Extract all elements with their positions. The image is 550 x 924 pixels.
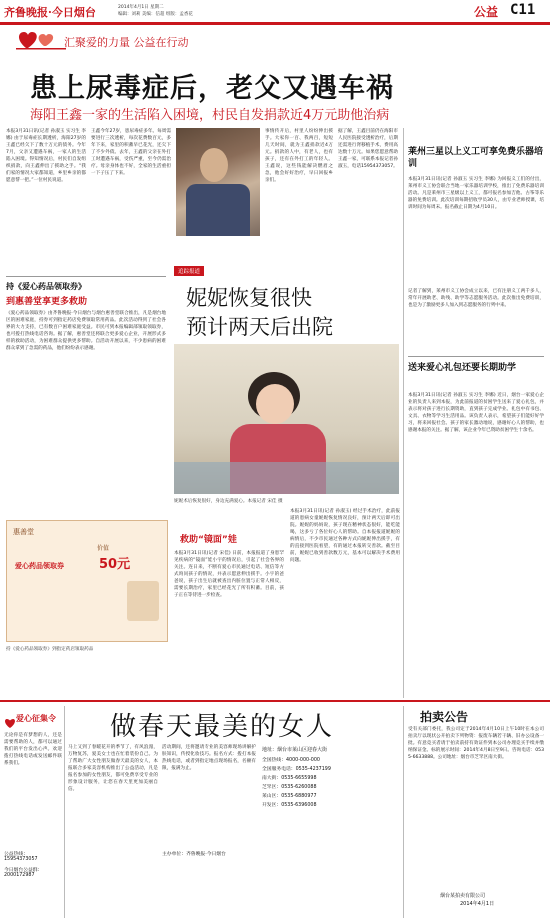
lead-headline: 患上尿毒症后，老父又遇车祸 bbox=[30, 73, 394, 104]
hotline1: 15954373057 bbox=[4, 857, 38, 862]
hotline2: 2000172987 bbox=[4, 873, 35, 878]
second-headline-line2: 预计两天后出院 bbox=[186, 315, 333, 339]
second-photo bbox=[174, 344, 399, 494]
coupon-caption: 持《爱心药品领取券》到指定药店领取药品 bbox=[6, 647, 94, 652]
org-name: 齐鲁晚报·今日烟台 bbox=[186, 852, 226, 857]
auction-date: 2014年4月1日 bbox=[460, 901, 495, 907]
coupon-value-label: 价值 bbox=[97, 545, 110, 552]
auction-title: 拍卖公告 bbox=[420, 710, 469, 724]
coupon-value: 50元 bbox=[99, 557, 131, 572]
coupon-card bbox=[6, 520, 168, 642]
love-column-title: 爱心征集令 bbox=[16, 714, 56, 723]
right-story1-text2: 记者了解到，莱州市义工协会成立以来，已有注册义工两千多人，常年开展助老、助残、助学等志愿服务活动。此次推出免费培训，也是为了激励更多人加入到志愿服务的行列中来。 bbox=[408, 289, 544, 308]
sidebar-kicker: 持《爱心药品领取券》 bbox=[6, 282, 86, 291]
second-headline-line1: 妮妮恢复很快 bbox=[186, 286, 312, 310]
bottom-rule bbox=[0, 700, 550, 702]
info-line: 南大街：0535-6655998 bbox=[262, 776, 317, 781]
header-rule bbox=[0, 22, 550, 25]
love-heart-icon bbox=[4, 714, 16, 726]
hotline-label: 公益热线： bbox=[4, 852, 28, 857]
org-label: 主办单位： bbox=[162, 852, 186, 857]
info-line: 全国服务电话：0535-4237199 bbox=[262, 767, 331, 772]
third-text: 本报3月31日讯(记者 宋佳) 日前，本报报道了身患罕见疾病的“镜面”娃小宇的情况后，引起了社会各界的关注。连日来，不断有爱心市民通过电话、短信等方式询问孩子的情况，并表示愿意伸出援手。小宇的爸爸说，孩子出生后就被查出内脏位置与正常人相反，需要长期治疗，家里已经花光了所有积蓄。目前，孩子正在等待进一步检查。 bbox=[174, 551, 284, 598]
info-line: 开发区：0535-6396008 bbox=[262, 803, 317, 808]
love-column bbox=[4, 706, 62, 918]
love-column-text: 无论你是有梦想的人，还是需要帮助的人，都可以通过我们的平台发出心声。欢迎拨打热线电话或发送邮件联系我们。 bbox=[4, 733, 62, 766]
second-text: 本报3月31日讯(记者 孙淑玉) 经过手术治疗，此前报道的患病女童妮妮恢复情况良好，预计两天后即可出院。妮妮的妈妈说，孩子现在精神状态很好，能吃能喝，这多亏了各位好心人的帮助。自本报报道妮妮的病情后，不少市民通过各种方式向妮妮伸出援手，有的直接到医院看望，有的通过本报转交善款。截至目前，妮妮已收到善款数万元，基本可以解决手术费用问题。 bbox=[290, 509, 400, 563]
third-headline: 救助“镜面”娃 bbox=[180, 535, 237, 545]
bottom-info-list bbox=[262, 756, 400, 810]
page-number: C11 bbox=[510, 2, 536, 18]
info-line: 莱山区：0535-6880977 bbox=[262, 794, 317, 799]
sidebar-text: 《爱心药品领取券》由齐鲁晚报·今日烟台与烟台惠善堂联合推出，凡是烟台地区的困难家庭，持券可到指定药店免费领取常用药品。此次活动得到了社会各界的大力支持，已有数百户困难家庭受益。市民可到本报编辑部领取领取券，也可拨打热线电话咨询。据了解，惠善堂还将联合更多爱心企业，开展形式多样的救助活动，为困难群众提供更多帮助。自活动开展以来，不少患病的困难群众拿到了急需的药品，他们纷纷表示感谢。 bbox=[6, 311, 166, 351]
second-photo-caption: 妮妮术后恢复很好，身边充满爱心。本报记者 宋佳 摄 bbox=[174, 499, 283, 504]
info-line: 全国热线：4000-000-000 bbox=[262, 758, 320, 763]
section-name: 公益 bbox=[474, 5, 499, 19]
qq-label: 今日烟台公益群： bbox=[4, 868, 43, 873]
coupon-label: 爱心药品领取券 bbox=[15, 562, 64, 570]
sidebar-headline: 到惠善堂享更多救助 bbox=[6, 297, 88, 307]
lead-text-col1: 本报3月31日讯(记者 孙淑玉 实习生 李娜) 由于尿毒症长期透析，海阳27岁的王鑫已经欠下了数十万元的债务。今年7月，父亲又遭遇车祸，一家人的生活陷入困境。得知情况后，村民们自发组织捐款，向王鑫伸出了援助之手。“我们家的情况大家都知道，乡里乡亲的都愿意帮一把。”一位村民说道。 bbox=[6, 129, 86, 183]
info-line: 芝罘区：0535-6260088 bbox=[262, 785, 317, 790]
header-date: 2014年4月1日 星期二 bbox=[118, 5, 164, 10]
brand-logo: 齐鲁晚报·今日烟台 bbox=[4, 6, 96, 19]
right-story2-headline: 送来爱心礼包还要长期助学 bbox=[408, 363, 517, 373]
auction-text: 受有关部门委托，我公司定于2014年4月10日上午10时在本公司拍卖厅以现状公开拍卖下列物资：报废车辆若干辆、旧办公设备一批。有意竞买者请于拍卖前持有效证件到本公司办理竞买手续并缴纳保证金。标的展示时间：2014年4月8日至9日。咨询电话：0535-6633888。公司地址：烟台市芝罘区南大街。 bbox=[408, 727, 544, 760]
hearts-icon bbox=[16, 28, 66, 50]
coupon-title: 惠善堂 bbox=[13, 528, 34, 536]
auction-sign: 烟台某拍卖有限公司 bbox=[440, 893, 486, 899]
second-kicker: 追踪报道 bbox=[174, 266, 204, 276]
right-story1-text: 本报3月31日讯(记者 孙淑玉 实习生 李娜) 为回报义工们的付出，莱州市义工协会联合当地一家乐器培训学校，推出了免费乐器培训活动。凡是莱州市三星级以上义工，都可报名参加吉他、古筝等乐器的免费培训。此次培训每期招收学员30人，由专业老师授课，培训时间为每周末。报名截止日期为4月10日。 bbox=[408, 177, 544, 210]
bottom-headline: 做春天最美的女人 bbox=[110, 712, 335, 742]
right-story1-headline: 莱州三星以上义工可享免费乐器培训 bbox=[408, 147, 544, 169]
bottom-address: 地址：烟台市莱山区迎春大街 bbox=[262, 747, 328, 753]
banner-slogan: 汇聚爱的力量 公益在行动 bbox=[64, 36, 189, 49]
lead-subheadline: 海阳王鑫一家的生活陷入困境，村民自发捐款近4万元助他治病 bbox=[30, 108, 390, 123]
lead-text-col2: 王鑫今年27岁，患尿毒症多年。每周需要进行三次透析，每次花费数百元，多年下来，家里的积蓄早已花光，还欠下了不少外债。去年，王鑫的父亲在外打工时遭遇车祸，受伤严重，至今仍需治疗。母亲身体也不好，全家的生活重担一下子压了下来。 bbox=[91, 129, 171, 176]
bottom-text1: 马上又到了春暖花开的季节了，有风浪漫，万物复苏，爱美女士也在忙着装扮自己。为了帮助广大女性朋友做春天最美的女人，本报联合多家美容机构推出了公益活动，凡是报名参加的女性朋友，都可免费享受专业的形象设计服务，让您在春天里更加美丽自信。 bbox=[68, 745, 158, 792]
right-story2-text: 本报3月31日讯(记者 孙淑玉 实习生 李娜) 近日，烟台一家爱心企业的负责人来到本报，为此前报道的贫困学生送来了爱心礼包，并表示将对孩子进行长期资助，直到孩子完成学业。礼包中有书包、文具、衣物等学习生活用品。该负责人表示，希望孩子们能好好学习，将来回报社会。孩子的家长激动地说，感谢好心人的帮助，也感谢本报的关注。据了解，该企业今年已资助贫困学生十余名。 bbox=[408, 393, 544, 433]
lead-photo bbox=[176, 128, 260, 236]
header-editors: 编辑：刘莉 美编：信超 组版：孟香花 bbox=[118, 12, 193, 17]
lead-text-col3: 事情传开后，村里人纷纷伸出援手。大家你一百、我两百，短短几天时间，就为王鑫捐款近4万元。捐款的人中，有老人，也有孩子，还有在外打工的年轻人。王鑫说，这些钱能解决燃眉之急，他会好好治疗，早日回报乡亲们。 bbox=[265, 129, 333, 183]
lead-text-col4: 据了解，王鑫目前仍在海阳市人民医院接受透析治疗，后期还需进行肾移植手术，费用高达数十万元。如果您愿意帮助王鑫一家，可联系本报记者孙淑玉，电话15954373057。 bbox=[338, 129, 398, 169]
bottom-text2: 活动期间，还将邀请专业的美容师现场讲解护肤知识，传授化妆技巧。报名方式：拨打本报热线电话，或者到指定地点现场报名，名额有限，报满为止。 bbox=[162, 745, 256, 771]
